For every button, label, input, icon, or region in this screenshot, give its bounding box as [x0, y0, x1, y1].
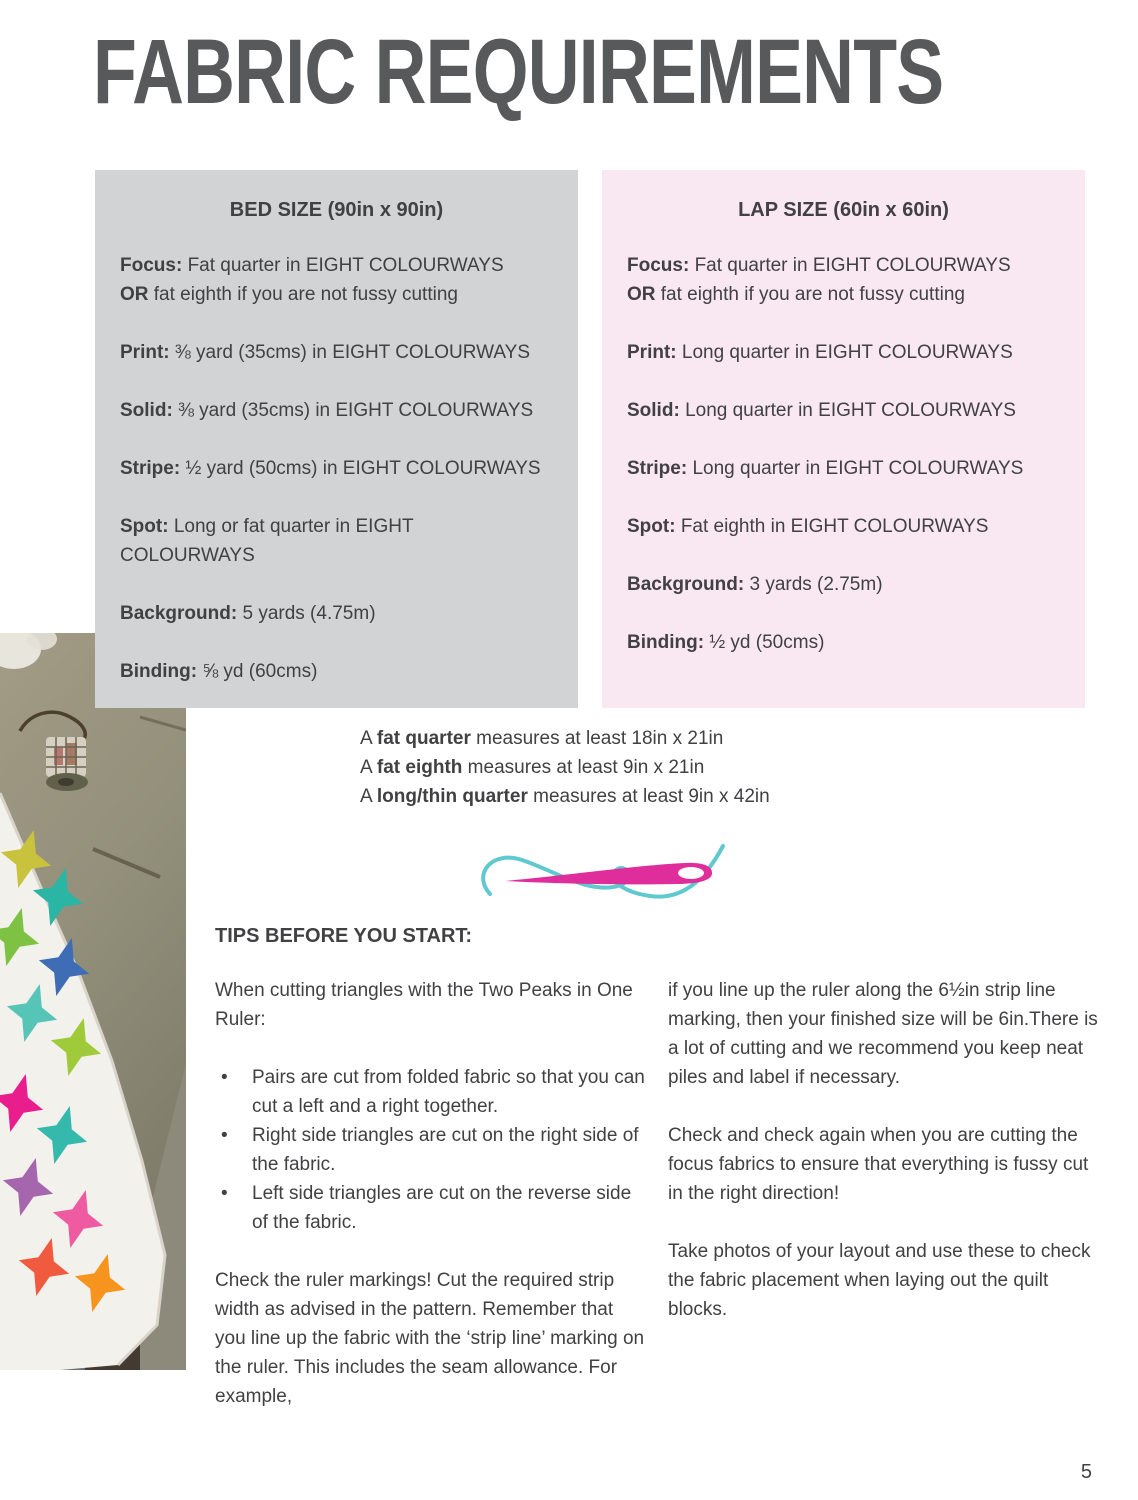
requirement-line: Background: 5 yards (4.75m)	[120, 603, 376, 624]
bed-size-panel	[95, 170, 578, 708]
requirement-line: Stripe: Long quarter in EIGHT COLOURWAYS	[627, 458, 1024, 479]
page-number: 5	[1080, 1461, 1092, 1483]
tips-bullet-list	[215, 1063, 645, 1237]
bed-size-heading: BED SIZE (90in x 90in)	[229, 199, 444, 221]
tips-paragraph: Check and check again when you are cutting the focus fabrics to ensure that everything is fussy cut in the right direction!	[668, 1125, 1089, 1204]
requirement-line: Binding: ⅝ yd (60cms)	[120, 661, 318, 682]
measurement-notes	[360, 724, 770, 811]
tips-bullet: • Right side triangles are cut on the right side of the fabric.	[215, 1121, 645, 1179]
measurement-note: A fat quarter measures at least 18in x 21in	[360, 728, 724, 749]
feeder-base-center	[58, 778, 74, 786]
needle-thread-icon	[480, 834, 735, 906]
needle-thread-illustration	[480, 834, 735, 906]
requirement-line: Print: Long quarter in EIGHT COLOURWAYS	[627, 342, 1013, 363]
tips-left-column	[215, 976, 645, 1440]
quilt-photo	[0, 633, 186, 1370]
measurement-note: A fat eighth measures at least 9in x 21in	[360, 757, 705, 778]
requirement-line-focus: Focus: Fat quarter in EIGHT COLOURWAYS OR fat eighth if you are not fussy cutting	[627, 255, 1011, 305]
requirement-line: Background: 3 yards (2.75m)	[627, 574, 883, 595]
measurement-note: A long/thin quarter measures at least 9in x 42in	[360, 786, 770, 807]
tips-right-column	[668, 976, 1098, 1353]
requirement-line: Stripe: ½ yard (50cms) in EIGHT COLOURWAYS	[120, 458, 541, 479]
quilt-photo-illustration	[0, 633, 186, 1370]
requirement-line: Solid: Long quarter in EIGHT COLOURWAYS	[627, 400, 1016, 421]
requirement-line: Print: ⅜ yard (35cms) in EIGHT COLOURWAYS	[120, 342, 530, 363]
tips-bullet: • Left side triangles are cut on the reverse side of the fabric.	[215, 1179, 645, 1237]
tips-paragraph: Check the ruler markings! Cut the required strip width as advised in the pattern. Remember that you line up the fabric with the ‘strip line’ marking on the ruler. This includes the seam allowance. For example,	[215, 1270, 645, 1407]
requirement-line-focus: Focus: Fat quarter in EIGHT COLOURWAYS OR fat eighth if you are not fussy cutting	[120, 255, 504, 305]
requirement-line: Spot: Fat eighth in EIGHT COLOURWAYS	[627, 516, 989, 537]
requirement-line: Solid: ⅜ yard (35cms) in EIGHT COLOURWAYS	[120, 400, 534, 421]
lap-size-heading: LAP SIZE (60in x 60in)	[738, 199, 949, 221]
page-title: FABRIC REQUIREMENTS	[93, 21, 944, 123]
requirement-line: Binding: ½ yd (50cms)	[627, 632, 825, 653]
tips-heading: TIPS BEFORE YOU START:	[215, 925, 473, 947]
requirement-line: Spot: Long or fat quarter in EIGHT COLOURWAYS	[120, 516, 414, 566]
tips-bullet: • Pairs are cut from folded fabric so that you can cut a left and a right together.	[215, 1063, 645, 1121]
tips-paragraph: Take photos of your layout and use these to check the fabric placement when laying out the quilt blocks.	[668, 1241, 1091, 1320]
tips-intro: When cutting triangles with the Two Peaks in One Ruler:	[215, 980, 633, 1030]
lap-size-panel	[602, 170, 1085, 708]
needle-eye	[678, 867, 704, 879]
tips-paragraph: if you line up the ruler along the 6½in strip line marking, then your finished size will be 6in.There is a lot of cutting and we recommend you keep neat piles and label if necessary.	[668, 980, 1098, 1088]
